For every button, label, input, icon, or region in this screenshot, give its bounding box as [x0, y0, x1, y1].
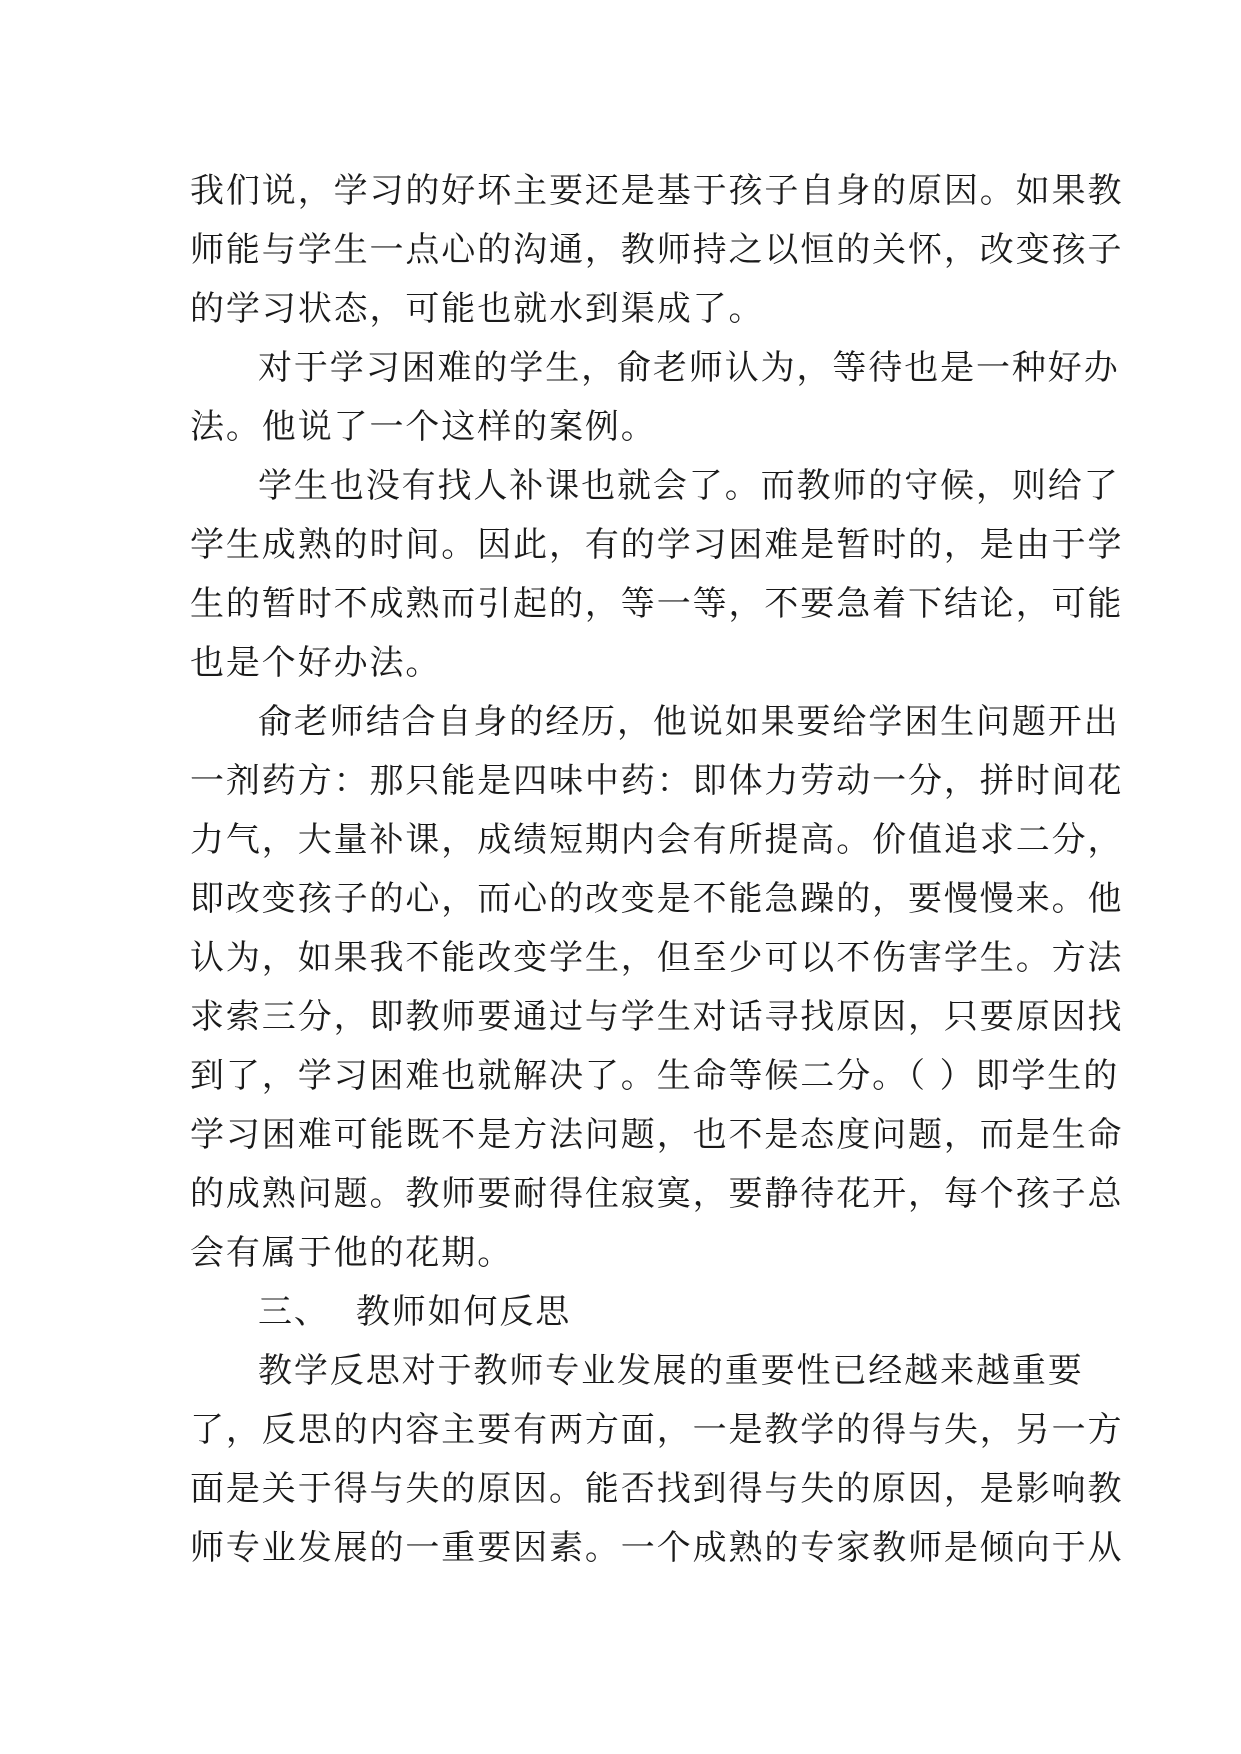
text-line: 面是关于得与失的原因。能否找到得与失的原因，是影响教 — [190, 1469, 1124, 1509]
text-line: 学生成熟的时间。因此，有的学习困难是暂时的，是由于学 — [190, 525, 1124, 565]
text-line: 求索三分，即教师要通过与学生对话寻找原因，只要原因找 — [190, 997, 1124, 1037]
text-line: 我们说，学习的好坏主要还是基于孩子自身的原因。如果教 — [190, 171, 1124, 211]
paragraph-2 — [190, 339, 1120, 457]
text-line: 会有属于他的花期。 — [190, 1233, 514, 1273]
text-line: 的成熟问题。教师要耐得住寂寞，要静待花开，每个孩子总 — [190, 1174, 1124, 1214]
document-body — [190, 162, 1124, 1578]
text-line: 学习困难可能既不是方法问题，也不是态度问题，而是生命 — [190, 1115, 1124, 1155]
paragraph-4 — [190, 693, 1124, 1283]
text-line: 教学反思对于教师专业发展的重要性已经越来越重要 — [258, 1351, 1084, 1391]
text-line: 了，反思的内容主要有两方面，一是教学的得与失，另一方 — [190, 1410, 1124, 1450]
section-number: 三、 — [258, 1292, 330, 1332]
section-title: 教师如何反思 — [355, 1292, 572, 1332]
text-line: 认为，如果我不能改变学生，但至少可以不伤害学生。方法 — [190, 938, 1124, 978]
paragraph-5 — [190, 1342, 1124, 1578]
text-line: 师专业发展的一重要因素。一个成熟的专家教师是倾向于从 — [190, 1528, 1124, 1568]
paragraph-3 — [190, 457, 1124, 693]
section-heading — [190, 1283, 1055, 1342]
text-line: 力气，大量补课，成绩短期内会有所提高。价值追求二分， — [190, 820, 1124, 860]
text-line: 法。他说了一个这样的案例。 — [190, 407, 657, 447]
text-line: 即改变孩子的心，而心的改变是不能急躁的，要慢慢来。他 — [190, 879, 1124, 919]
text-line: 一剂药方：那只能是四味中药：即体力劳动一分，拼时间花 — [190, 761, 1124, 801]
text-line: 对于学习困难的学生，俞老师认为，等待也是一种好办 — [258, 348, 1120, 388]
text-line: 师能与学生一点心的沟通，教师持之以恒的关怀，改变孩子 — [190, 230, 1124, 270]
text-line: 的学习状态，可能也就水到渠成了。 — [190, 289, 765, 329]
text-line: 到了，学习困难也就解决了。生命等候二分。（ ）即学生的 — [190, 1056, 1120, 1096]
text-line: 学生也没有找人补课也就会了。而教师的守候，则给了 — [258, 466, 1120, 506]
text-line: 生的暂时不成熟而引起的，等一等，不要急着下结论，可能 — [190, 584, 1124, 624]
paragraph-1 — [190, 162, 1124, 339]
text-line: 也是个好办法。 — [190, 643, 442, 683]
text-line: 俞老师结合自身的经历，他说如果要给学困生问题开出 — [258, 702, 1120, 742]
